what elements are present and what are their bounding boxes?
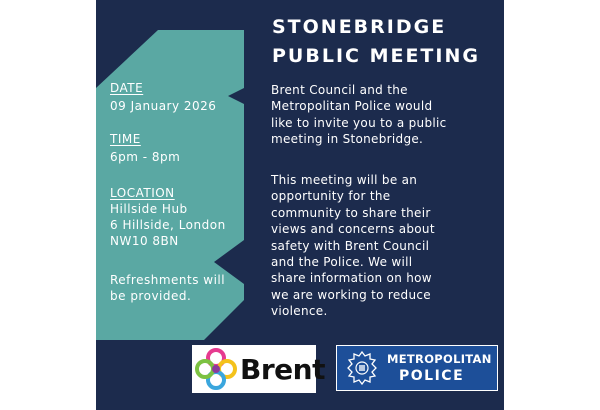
title-line: PUBLIC MEETING: [272, 45, 480, 67]
description-line: views and concerns about: [271, 222, 435, 237]
description-line: we are working to reduce: [271, 287, 431, 302]
brent-logo: [192, 345, 325, 393]
brent-wordmark: Brent: [240, 353, 325, 386]
description-line: opportunity for the: [271, 189, 391, 204]
description-line: violence.: [271, 304, 328, 319]
date-label: DATE: [110, 81, 144, 95]
location-line: Hillside Hub: [110, 202, 188, 216]
refreshments-line: Refreshments will: [110, 273, 226, 287]
intro-paragraph: [271, 82, 501, 148]
date-section: [110, 80, 216, 114]
met-line-2: POLICE: [399, 368, 465, 384]
refreshments-note: [110, 272, 225, 304]
met-line-1: METROPOLITAN: [387, 352, 492, 366]
location-line: 6 Hillside, London: [110, 218, 226, 232]
met-police-logo: [336, 345, 498, 391]
refreshments-line: be provided.: [110, 289, 192, 303]
location-section: [110, 185, 226, 249]
time-section: [110, 131, 180, 165]
time-value: 6pm - 8pm: [110, 150, 181, 164]
brent-flower-icon: [194, 347, 238, 391]
description-line: This meeting will be an: [271, 173, 418, 187]
description-line: and the Police. We will: [271, 255, 413, 270]
date-value: 09 January 2026: [110, 99, 217, 113]
location-line: NW10 8BN: [110, 234, 179, 248]
intro-line: like to invite you to a public: [271, 115, 447, 130]
poster: [96, 0, 504, 410]
page-title: [272, 13, 500, 71]
intro-line: Metropolitan Police would: [271, 99, 433, 114]
location-label: LOCATION: [110, 186, 175, 200]
description-line: safety with Brent Council: [271, 238, 430, 253]
description-line: share information on how: [271, 271, 432, 286]
police-crest-icon: [343, 350, 381, 386]
time-label: TIME: [110, 132, 141, 146]
description-paragraph: [271, 172, 501, 320]
title-line: STONEBRIDGE: [272, 16, 447, 38]
intro-line: meeting in Stonebridge.: [271, 132, 424, 147]
intro-line: Brent Council and the: [271, 83, 408, 97]
description-line: community to share their: [271, 205, 431, 220]
